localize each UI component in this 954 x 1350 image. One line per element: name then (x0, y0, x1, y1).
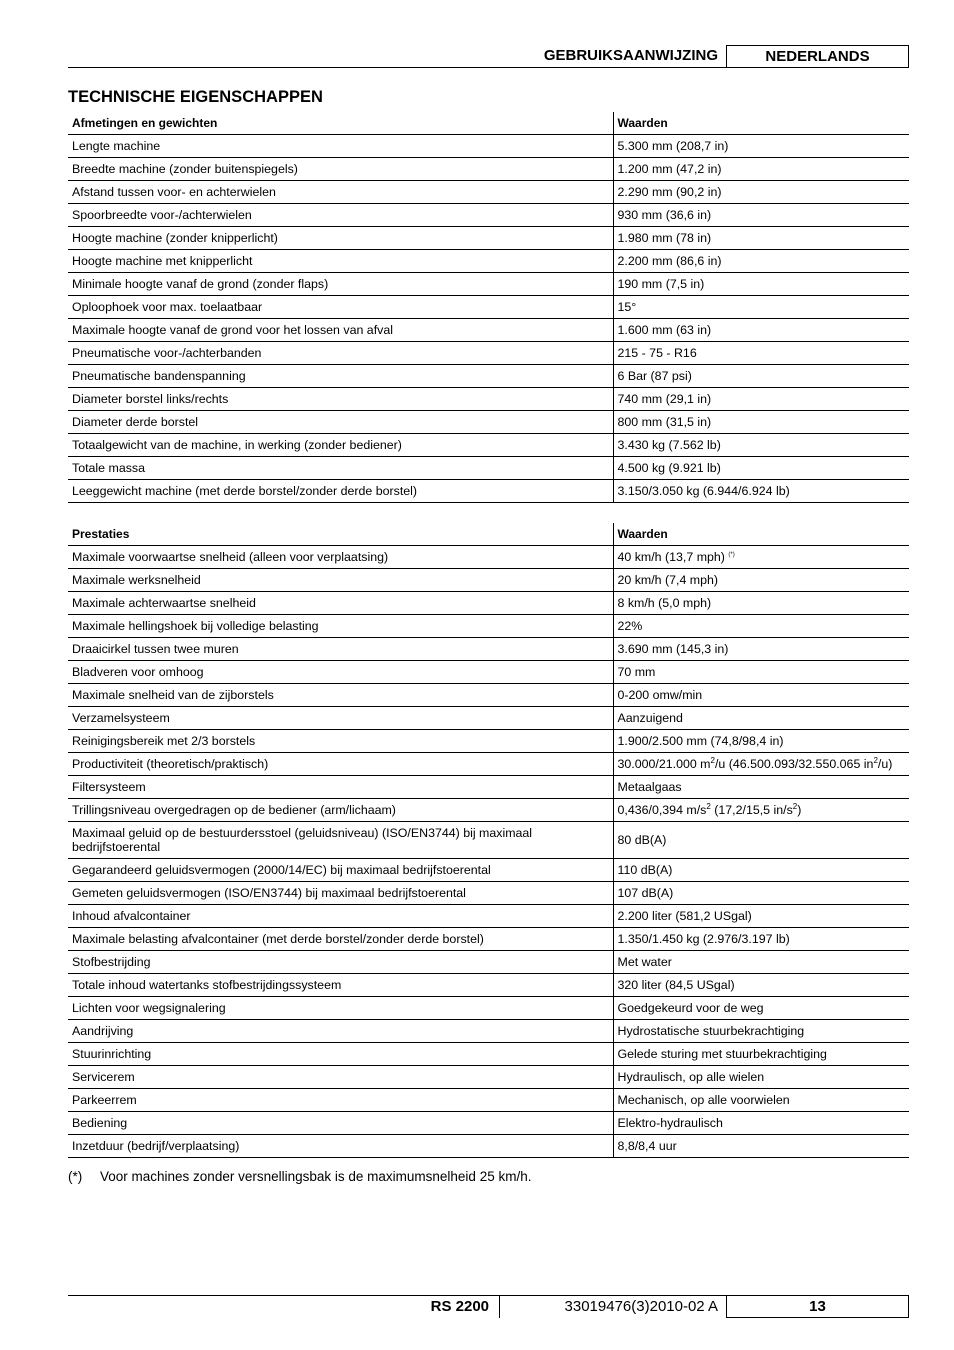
value-cell: 1.600 mm (63 in) (613, 319, 909, 342)
table-row (68, 905, 909, 928)
value-cell: 107 dB(A) (613, 882, 909, 905)
table-row (68, 365, 909, 388)
property-cell: Stuurinrichting (68, 1043, 613, 1066)
property-cell: Pneumatische bandenspanning (68, 365, 613, 388)
property-cell: Reinigingsbereik met 2/3 borstels (68, 730, 613, 753)
property-cell: Filtersysteem (68, 776, 613, 799)
footnote-text: Voor machines zonder versnellingsbak is de maximumsnelheid 25 km/h. (100, 1169, 532, 1184)
property-cell: Totale inhoud watertanks stofbestrijdingssysteem (68, 974, 613, 997)
document-code: 33019476(3)2010-02 A (564, 1298, 718, 1315)
table-row (68, 1066, 909, 1089)
property-cell: Diameter derde borstel (68, 411, 613, 434)
table-row (68, 661, 909, 684)
superscript: 2 (706, 801, 711, 811)
property-cell: Maximale werksnelheid (68, 569, 613, 592)
value-cell: Met water (613, 951, 909, 974)
table-row (68, 250, 909, 273)
table-row (68, 411, 909, 434)
property-cell: Stofbestrijding (68, 951, 613, 974)
table-row (68, 997, 909, 1020)
superscript: 2 (710, 755, 715, 765)
table-row (68, 753, 909, 776)
value-cell: 930 mm (36,6 in) (613, 204, 909, 227)
table-row (68, 227, 909, 250)
property-cell: Maximale hoogte vanaf de grond voor het lossen van afval (68, 319, 613, 342)
value-cell: Goedgekeurd voor de weg (613, 997, 909, 1020)
property-cell: Aandrijving (68, 1020, 613, 1043)
table-row (68, 684, 909, 707)
property-cell: Bladveren voor omhoog (68, 661, 613, 684)
value-cell: 740 mm (29,1 in) (613, 388, 909, 411)
property-cell: Bediening (68, 1112, 613, 1135)
table-row (68, 615, 909, 638)
property-cell: Totale massa (68, 457, 613, 480)
property-cell: Minimale hoogte vanaf de grond (zonder flaps) (68, 273, 613, 296)
property-cell: Maximale belasting afvalcontainer (met derde borstel/zonder derde borstel) (68, 928, 613, 951)
property-cell: Diameter borstel links/rechts (68, 388, 613, 411)
column-header-value: Waarden (613, 523, 909, 546)
property-cell: Inhoud afvalcontainer (68, 905, 613, 928)
value-cell: 15° (613, 296, 909, 319)
value-part: /u (46.500.093/32.550.065 in (714, 757, 874, 771)
property-cell: Breedte machine (zonder buitenspiegels) (68, 158, 613, 181)
table-row (68, 181, 909, 204)
property-cell: Draaicirkel tussen twee muren (68, 638, 613, 661)
table-row (68, 928, 909, 951)
value-cell: 2.200 liter (581,2 USgal) (613, 905, 909, 928)
value-cell: 3.690 mm (145,3 in) (613, 638, 909, 661)
footnote-marker: (*) (728, 551, 735, 558)
table-row (68, 1089, 909, 1112)
table-row (68, 592, 909, 615)
property-cell: Maximale snelheid van de zijborstels (68, 684, 613, 707)
property-cell: Pneumatische voor-/achterbanden (68, 342, 613, 365)
value-cell: 5.300 mm (208,7 in) (613, 135, 909, 158)
table-row (68, 319, 909, 342)
table-row (68, 158, 909, 181)
value-cell: 215 - 75 - R16 (613, 342, 909, 365)
table-header-row (68, 523, 909, 546)
table-row (68, 951, 909, 974)
value-cell: 70 mm (613, 661, 909, 684)
value-cell: 1.980 mm (78 in) (613, 227, 909, 250)
table-row (68, 388, 909, 411)
property-cell: Maximale achterwaartse snelheid (68, 592, 613, 615)
value-cell: 80 dB(A) (613, 822, 909, 859)
table-row (68, 480, 909, 503)
value-cell: 190 mm (7,5 in) (613, 273, 909, 296)
property-cell: Lichten voor wegsignalering (68, 997, 613, 1020)
property-cell: Gegarandeerd geluidsvermogen (2000/14/EC) bij maximaal bedrijfstoerental (68, 859, 613, 882)
value-cell (613, 546, 909, 569)
table-row (68, 1112, 909, 1135)
table-row (68, 1135, 909, 1158)
value-cell: Hydrostatische stuurbekrachtiging (613, 1020, 909, 1043)
table-row (68, 1043, 909, 1066)
table-row (68, 546, 909, 569)
property-cell: Trillingsniveau overgedragen op de bediener (arm/lichaam) (68, 799, 613, 822)
property-cell: Productiviteit (theoretisch/praktisch) (68, 753, 613, 776)
value-part: /u) (877, 757, 893, 771)
property-cell: Gemeten geluidsvermogen (ISO/EN3744) bij maximaal bedrijfstoerental (68, 882, 613, 905)
table-row (68, 135, 909, 158)
value-cell: 4.500 kg (9.921 lb) (613, 457, 909, 480)
value-cell: 1.900/2.500 mm (74,8/98,4 in) (613, 730, 909, 753)
value-cell: 800 mm (31,5 in) (613, 411, 909, 434)
value-part: (17,2/15,5 in/s (710, 803, 793, 817)
table-header-row (68, 112, 909, 135)
table-row (68, 296, 909, 319)
table-row (68, 974, 909, 997)
table-row (68, 342, 909, 365)
property-cell: Hoogte machine (zonder knipperlicht) (68, 227, 613, 250)
value-cell: Mechanisch, op alle voorwielen (613, 1089, 909, 1112)
property-cell: Verzamelsysteem (68, 707, 613, 730)
property-cell: Spoorbreedte voor-/achterwielen (68, 204, 613, 227)
table-row (68, 776, 909, 799)
performance-table (68, 523, 909, 1158)
manual-title: GEBRUIKSAANWIJZING (543, 47, 718, 64)
model-name: RS 2200 (380, 1296, 500, 1318)
property-cell: Servicerem (68, 1066, 613, 1089)
header-rule (68, 67, 909, 68)
value-cell: Gelede sturing met stuurbekrachtiging (613, 1043, 909, 1066)
property-cell: Maximale voorwaartse snelheid (alleen voor verplaatsing) (68, 546, 613, 569)
table-row (68, 859, 909, 882)
value-cell: 2.290 mm (90,2 in) (613, 181, 909, 204)
value-cell: 2.200 mm (86,6 in) (613, 250, 909, 273)
table-row (68, 457, 909, 480)
property-cell: Leeggewicht machine (met derde borstel/zonder derde borstel) (68, 480, 613, 503)
value-cell: 3.150/3.050 kg (6.944/6.924 lb) (613, 480, 909, 503)
table-row (68, 730, 909, 753)
property-cell: Maximaal geluid op de bestuurdersstoel (geluidsniveau) (ISO/EN3744) bij maximaal bedrijfstoerental (68, 822, 613, 859)
value-cell: Metaalgaas (613, 776, 909, 799)
table-row (68, 822, 909, 859)
section-title: TECHNISCHE EIGENSCHAPPEN (68, 88, 323, 106)
table-row (68, 434, 909, 457)
value-cell: Elektro-hydraulisch (613, 1112, 909, 1135)
column-header-value: Waarden (613, 112, 909, 135)
table-row (68, 569, 909, 592)
table-row (68, 799, 909, 822)
value-cell: 8 km/h (5,0 mph) (613, 592, 909, 615)
table-row (68, 204, 909, 227)
value-cell: 110 dB(A) (613, 859, 909, 882)
value-cell: 0-200 omw/min (613, 684, 909, 707)
language-label: NEDERLANDS (726, 45, 909, 68)
value-cell: 8,8/8,4 uur (613, 1135, 909, 1158)
property-cell: Maximale hellingshoek bij volledige belasting (68, 615, 613, 638)
value-cell: 6 Bar (87 psi) (613, 365, 909, 388)
value-cell (613, 799, 909, 822)
value-part: ) (797, 803, 802, 817)
value-cell: Hydraulisch, op alle wielen (613, 1066, 909, 1089)
value-cell: 320 liter (84,5 USgal) (613, 974, 909, 997)
property-cell: Lengte machine (68, 135, 613, 158)
column-header-property: Afmetingen en gewichten (68, 112, 613, 135)
value-cell: 22% (613, 615, 909, 638)
table-row (68, 638, 909, 661)
property-cell: Afstand tussen voor- en achterwielen (68, 181, 613, 204)
property-cell: Oploophoek voor max. toelaatbaar (68, 296, 613, 319)
superscript: 2 (873, 755, 878, 765)
table-row (68, 273, 909, 296)
dimensions-table (68, 112, 909, 503)
value-cell: 3.430 kg (7.562 lb) (613, 434, 909, 457)
value-part: 0,436/0,394 m/s (617, 803, 707, 817)
column-header-property: Prestaties (68, 523, 613, 546)
property-cell: Totaalgewicht van de machine, in werking (zonder bediener) (68, 434, 613, 457)
footnote-mark: (*) (68, 1169, 83, 1184)
value-cell: 1.200 mm (47,2 in) (613, 158, 909, 181)
table-row (68, 882, 909, 905)
property-cell: Parkeerrem (68, 1089, 613, 1112)
superscript: 2 (792, 801, 798, 811)
property-cell: Hoogte machine met knipperlicht (68, 250, 613, 273)
value-cell (613, 753, 909, 776)
table-row (68, 1020, 909, 1043)
property-cell: Inzetduur (bedrijf/verplaatsing) (68, 1135, 613, 1158)
value-cell: Aanzuigend (613, 707, 909, 730)
page-number: 13 (726, 1295, 909, 1318)
footnote (68, 1168, 531, 1186)
table-row (68, 707, 909, 730)
value-cell: 20 km/h (7,4 mph) (613, 569, 909, 592)
value-cell: 1.350/1.450 kg (2.976/3.197 lb) (613, 928, 909, 951)
value-part: 30.000/21.000 m (617, 757, 711, 771)
value-text: 40 km/h (13,7 mph) (617, 550, 725, 564)
